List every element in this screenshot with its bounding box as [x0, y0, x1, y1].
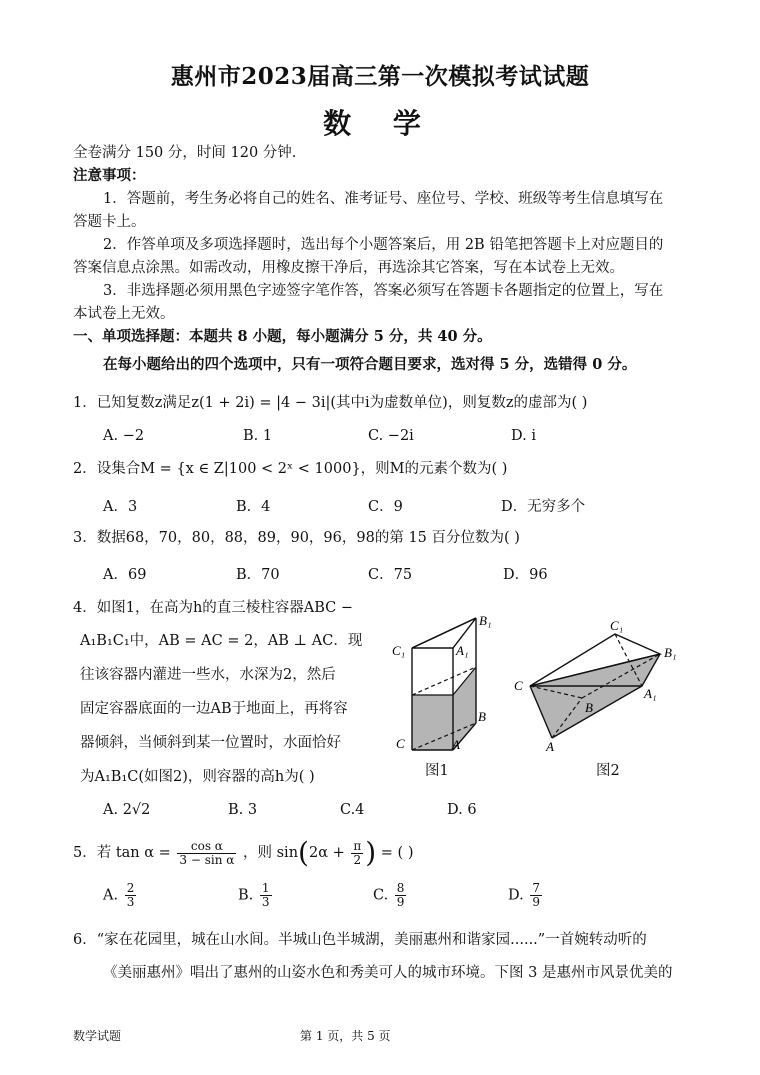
q4-line-1: 4．如图1，在高为h的直三棱柱容器ABC − — [73, 600, 354, 616]
note-2: 2．作答单项及多项选择题时，选出每个小题答案后，用 2B 铅笔把答题卡上对应题目的 — [103, 237, 664, 253]
q5-option-c-den: 9 — [396, 895, 405, 909]
q4-option-c: C.4 — [340, 802, 365, 818]
q5-option-c-num: 8 — [396, 881, 405, 895]
q5-pi-den: 2 — [353, 852, 362, 867]
fig2-label-b1: B₁ — [664, 645, 677, 660]
fig1-label-a: A — [452, 737, 460, 752]
q5-option-b-frac — [260, 882, 272, 909]
fig2-water — [530, 654, 660, 738]
q1-option-d: D. i — [511, 428, 536, 444]
fig1-label-b: B — [478, 709, 486, 724]
fig1-label-b1: B₁ — [479, 613, 492, 628]
figure-1-caption: 图1 — [425, 763, 449, 779]
score-time: 全卷满分 150 分，时间 120 分钟. — [73, 145, 297, 161]
q1-option-b: B. 1 — [243, 428, 273, 444]
q5-option-c — [373, 882, 408, 909]
fig1-label-c: C — [396, 736, 405, 751]
notes-heading: 注意事项： — [73, 167, 146, 184]
note-3-cont: 本试卷上无效。 — [73, 306, 175, 322]
subject-title: 数 学 — [323, 107, 437, 140]
q3-option-c: C．75 — [368, 567, 413, 583]
q2-option-a: A．3 — [103, 499, 138, 515]
q5-option-b-label: B. — [238, 887, 254, 904]
q5-middle: ，则 sin — [243, 845, 299, 861]
q5-option-d-frac — [530, 882, 542, 909]
q5-option-d-den: 9 — [532, 895, 540, 909]
q1-stem: 1．已知复数z满足z(1 + 2i) = |4 − 3i|(其中i为虚数单位)，则复数z的虚部为( ) — [73, 395, 588, 411]
q4-line-4: 固定容器底面的一边AB于地面上，再将容 — [80, 701, 348, 717]
fig2-label-b: B — [585, 700, 593, 715]
q5-fraction — [177, 840, 236, 867]
fig1-label-a1: A₁ — [456, 643, 469, 658]
q5-pi-num: π — [353, 838, 362, 853]
q4-line-6: 为A₁B₁C(如图2)，则容器的高h为( ) — [80, 769, 315, 785]
q2-stem: 2．设集合M = {x ∈ Z|100 < 2ˣ < 1000}，则M的元素个数为( ) — [73, 461, 508, 477]
q1-option-c: C. −2i — [368, 428, 414, 444]
fig2-label-a1: A₁ — [644, 686, 657, 701]
fig2-label-a: A — [546, 739, 554, 753]
fig2-label-c1: C₁ — [610, 618, 624, 633]
q3-option-d: D．96 — [503, 567, 548, 583]
exam-title: 惠州市2023届高三第一次模拟考试试题 — [170, 63, 590, 90]
footer-page-number: 第 1 页，共 5 页 — [300, 1029, 391, 1043]
q4-line-3: 往该容器内灌进一些水，水深为2，然后 — [80, 667, 336, 683]
q4-line-2: A₁B₁C₁中，AB = AC = 2，AB ⊥ AC．现 — [80, 633, 363, 649]
q6-line-1: 6．“家在花园里，城在山水间。半城山色半城湖，美丽惠州和谐家园......”一首婉转动听的 — [73, 932, 647, 948]
q5-stem — [73, 834, 413, 872]
q5-option-b-num: 1 — [261, 881, 270, 895]
q5-paren-open: ( — [298, 836, 309, 869]
q5-pi-fraction — [351, 840, 363, 867]
q5-option-b-den: 3 — [261, 895, 270, 909]
q3-option-b: B．70 — [236, 567, 280, 583]
section-instruction: 在每小题给出的四个选项中，只有一项符合题目要求，选对得 5 分，选错得 0 分。 — [103, 356, 637, 373]
section-heading: 一、单项选择题：本题共 8 小题，每小题满分 5 分，共 40 分。 — [73, 328, 492, 345]
fig1-label-c1: C₁ — [392, 643, 406, 658]
q5-option-b — [238, 882, 274, 909]
q2-option-b: B．4 — [236, 499, 271, 515]
note-1-cont: 答题卡上。 — [73, 214, 146, 230]
q4-line-5: 器倾斜，当倾斜到某一位置时，水面恰好 — [80, 735, 341, 751]
figure-2-caption: 图2 — [596, 763, 620, 779]
q2-option-d: D．无穷多个 — [501, 499, 586, 515]
q5-option-d-label: D. — [508, 887, 524, 904]
fig2-label-c: C — [514, 678, 523, 693]
q4-option-d: D. 6 — [447, 802, 477, 818]
q5-option-a-frac — [125, 882, 137, 909]
note-2-cont: 答案信息点涂黑。如需改动，用橡皮擦干净后，再选涂其它答案，写在本试卷上无效。 — [73, 260, 624, 276]
q5-option-d — [508, 882, 544, 909]
q5-option-a-den: 3 — [126, 895, 135, 909]
q4-option-a: A. 2√2 — [103, 802, 151, 818]
q5-option-a — [103, 882, 138, 909]
q1-option-a: A. −2 — [103, 428, 145, 444]
q5-option-c-label: C. — [373, 887, 389, 904]
note-1: 1．答题前，考生务必将自己的姓名、准考证号、座位号、学校、班级等考生信息填写在 — [103, 191, 664, 207]
footer-left: 数学试题 — [73, 1029, 122, 1043]
q5-frac-den: 3 − sin α — [179, 852, 235, 867]
q3-stem: 3．数据68，70，80，88，89，90，96，98的第 15 百分位数为( ) — [73, 530, 520, 546]
q3-option-a: A．69 — [103, 567, 147, 583]
q5-arg: 2α + — [308, 845, 345, 861]
q4-option-b: B. 3 — [228, 802, 258, 818]
figure-2-tilted-prism — [510, 618, 700, 753]
q5-option-c-frac — [395, 882, 407, 909]
q5-suffix: = ( ) — [380, 845, 414, 861]
q5-paren-close: ) — [365, 836, 377, 869]
q5-prefix: 5．若 tan α = — [73, 845, 171, 861]
q5-frac-num: cos α — [177, 840, 236, 854]
q5-option-d-num: 7 — [532, 881, 540, 895]
q5-option-a-num: 2 — [126, 881, 135, 895]
note-3: 3．非选择题必须用黑色字迹签字笔作答，答案必须写在答题卡各题指定的位置上，写在 — [103, 283, 664, 299]
q5-option-a-label: A. — [103, 887, 119, 904]
figure-1-prism — [390, 608, 510, 783]
q2-option-c: C．9 — [368, 499, 403, 515]
q6-line-2: 《美丽惠州》唱出了惠州的山姿水色和秀美可人的城市环境。下图 3 是惠州市风景优美的 — [103, 965, 673, 981]
